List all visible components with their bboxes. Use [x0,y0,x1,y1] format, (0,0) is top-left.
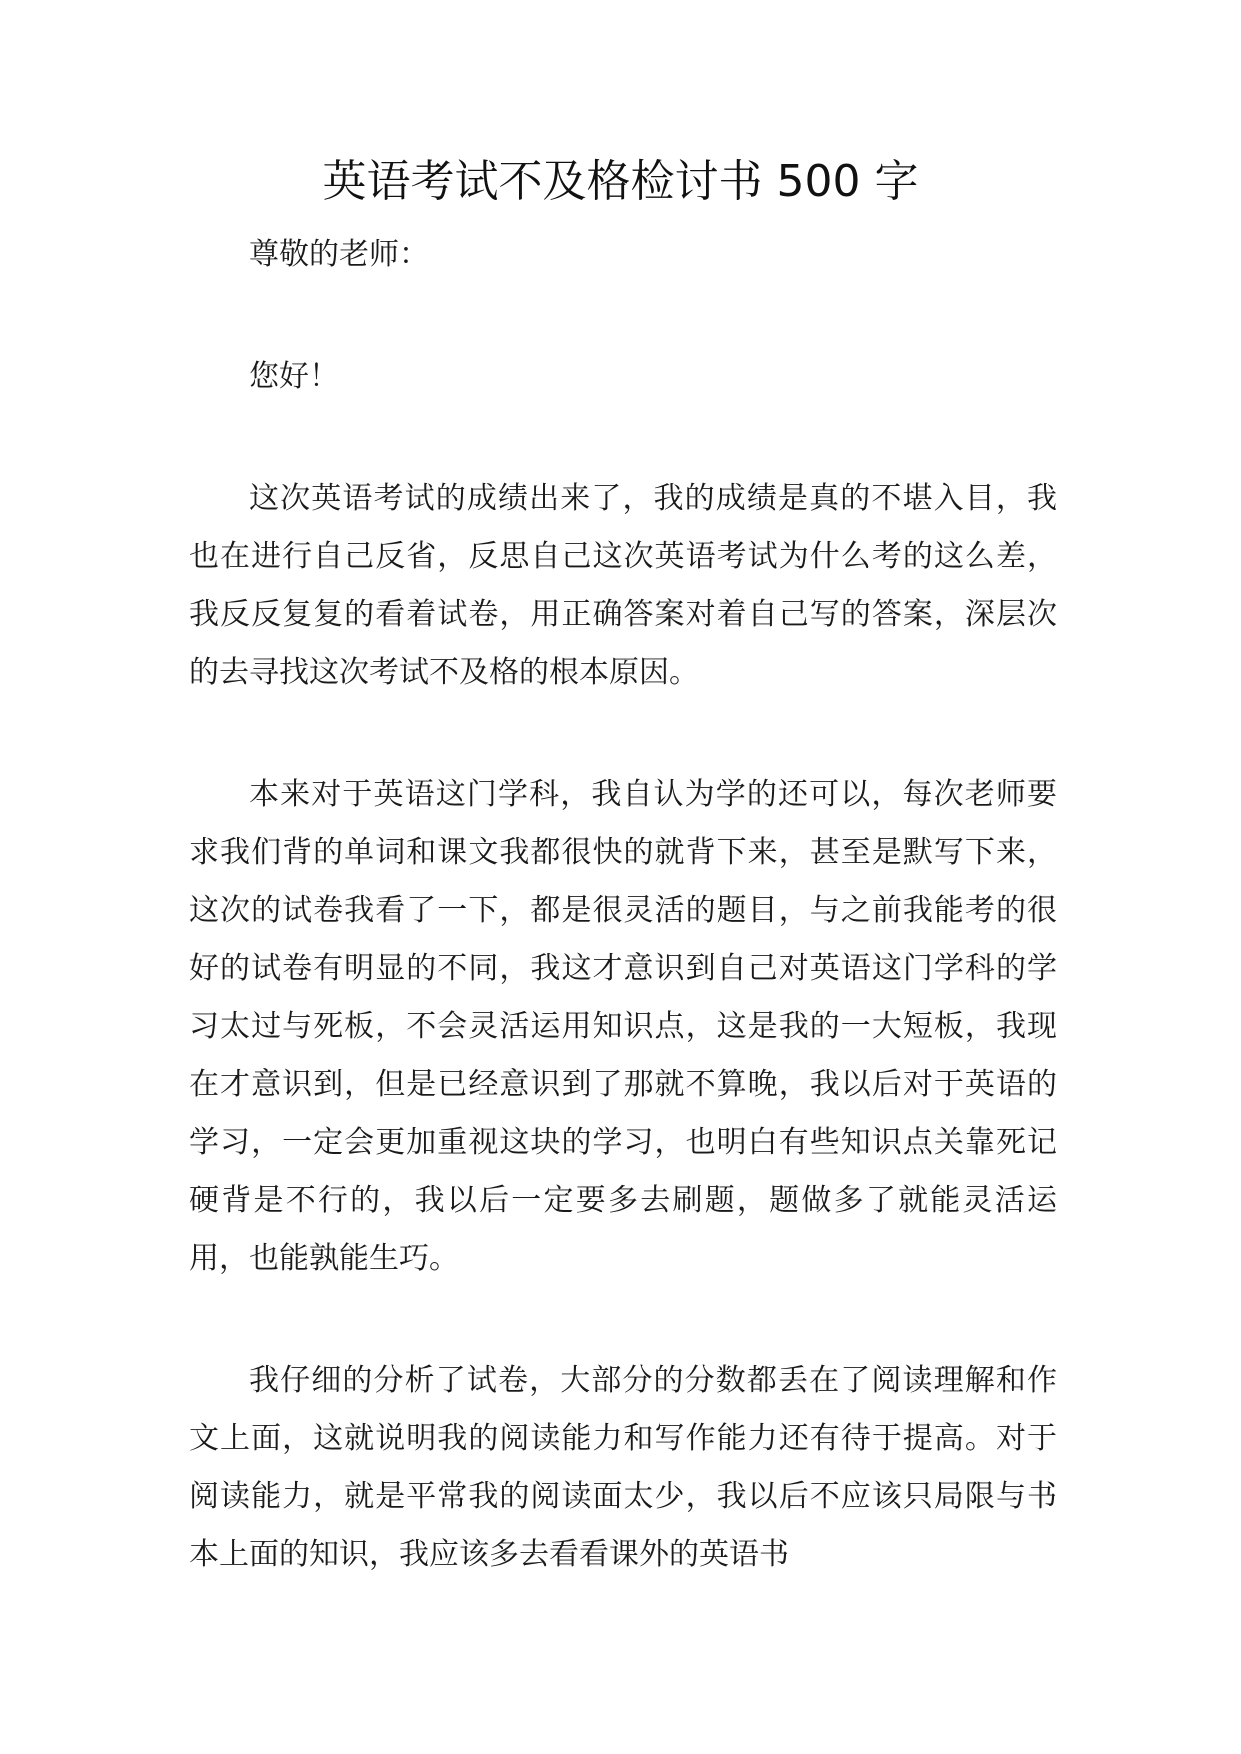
greeting: 您好！ [249,359,339,394]
salutation: 尊敬的老师： [249,237,429,272]
document-body [189,226,1057,1584]
paragraph-gap [189,1288,1057,1352]
paragraph-gap [189,406,1057,470]
paragraph-gap [189,702,1057,766]
body-paragraph-1: 这次英语考试的成绩出来了，我的成绩是真的不堪入目，我也在进行自己反省，反思自己这次英语考试为什么考的这么差，我反反复复的看着试卷，用正确答案对着自己写的答案，深层次的去寻找这次考试不及格的根本原因。 [189,481,1057,690]
document-title: 英语考试不及格检讨书 500 字 [322,156,919,207]
paragraph-gap [189,284,1057,348]
body-paragraph-3: 我仔细的分析了试卷，大部分的分数都丢在了阅读理解和作文上面，这就说明我的阅读能力和写作能力还有待于提高。对于阅读能力，就是平常我的阅读面太少，我以后不应该只局限与书本上面的知识，我应该多去看看课外的英语书 [189,1363,1057,1572]
body-paragraph-2: 本来对于英语这门学科，我自认为学的还可以，每次老师要求我们背的单词和课文我都很快的就背下来，甚至是默写下来，这次的试卷我看了一下，都是很灵活的题目，与之前我能考的很好的试卷有明显的不同，我这才意识到自己对英语这门学科的学习太过与死板，不会灵活运用知识点，这是我的一大短板，我现在才意识到，但是已经意识到了那就不算晚，我以后对于英语的学习，一定会更加重视这块的学习，也明白有些知识点关靠死记硬背是不行的，我以后一定要多去刷题，题做多了就能灵活运用，也能孰能生巧。 [189,777,1057,1276]
